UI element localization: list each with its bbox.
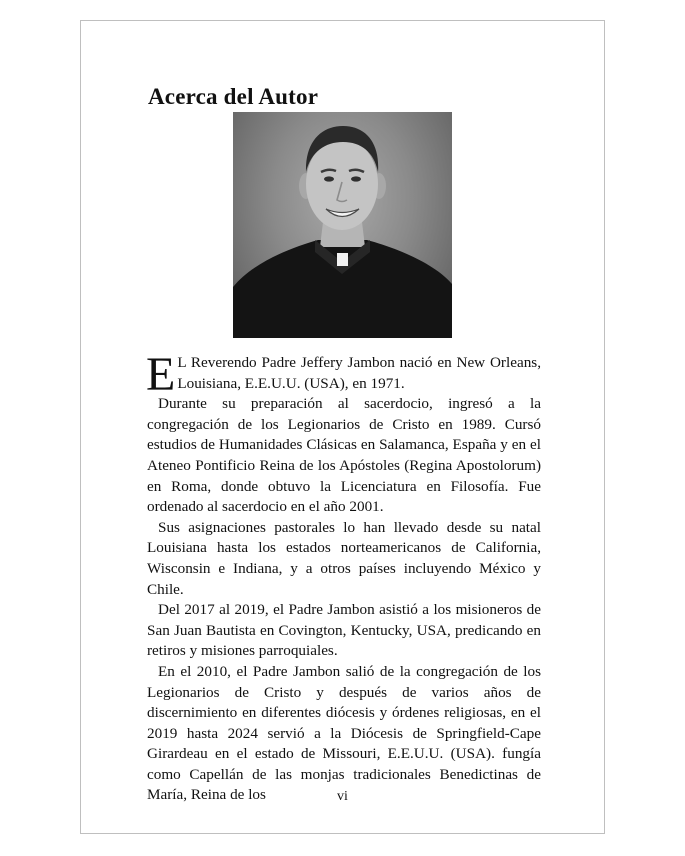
biography [146,348,541,806]
author-photo [233,112,452,338]
intro-text: L Reverendo Padre Jeffery Jambon nació en New Orleans, Louisiana, E.E.U.U. (USA), en 1971. [177,354,541,392]
paragraph-intro [146,348,541,401]
author-portrait-icon [233,112,452,338]
paragraph: Sus asignaciones pastorales lo han llevado desde su natal Louisiana hasta los estados norteamericanos de California, Wisconsin e Indiana, y a otros países incluyendo México y Chile. [147,518,541,598]
paragraph: En el 2010, el Padre Jambon salió de la congregación de los Legionarios de Cristo y después de varios años de discernimiento en diferentes diócesis y órdenes religiosas, en el 2019 hasta 2024 servió a la Diócesis de Springfield-Cape Girardeau en el estado de Missouri, E.E.U.U. (USA). fungía como Capellán de las monjas tradicionales Benedictinas de María, Reina de los [147,662,541,804]
paragraph: Durante su preparación al sacerdocio, ingresó a la congregación de los Legionarios de Cristo en 1989. Cursó estudios de Humanidades Clásicas en Salamanca, España y en el Ateneo Pontificio Reina de los Apóstoles (Regina Apostolorum) en Roma, donde obtuvo la Licenciatura en Filosofía. Fue ordenado al sacerdocio en el año 2001. [147,395,541,516]
page-title: Acerca del Autor [148,84,319,109]
drop-cap: E [146,348,176,401]
page-number: vi [337,789,348,804]
paragraph: Del 2017 al 2019, el Padre Jambon asistió a los misioneros de San Juan Bautista en Covington, Kentucky, USA, predicando en retiros y misiones parroquiales. [147,601,541,660]
